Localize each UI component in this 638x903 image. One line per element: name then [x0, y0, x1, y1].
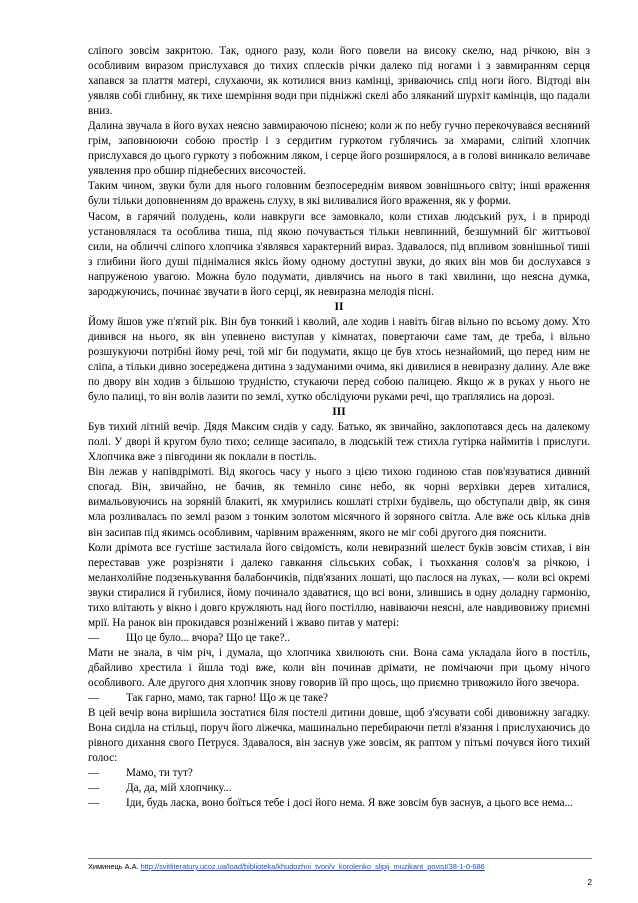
- paragraph: Коли дрімота все густіше застилала його свідомість, коли невиразний шелест буків зовсім стихав, і він переставав уже розрізняти і далеко гавкання сільських собак, і тьохкання солов'я за річкою, і меланхолійне подзенькування балабончиків, підв'язаних лошаті, що паслося на луках, — коли всі окремі звуки стиралися й губилися, йому починало здаватися, що всі вони, злившись в одну доладну гармонію, тихо влітають у вікно і довго кружляють над його постіллю, навіваючи неясні, але навдивовижу приємні мрії. На ранок він прокидався розніжений і жваво питав у матері:: [88, 541, 590, 629]
- section-heading-3: III: [332, 406, 346, 419]
- dialog-dash: —: [88, 631, 100, 644]
- dialog-dash: —: [88, 692, 100, 705]
- dialog-line: [88, 691, 590, 706]
- source-link[interactable]: http://svitliteratury.ucoz.ua/load/biblioteka/khudozhni_tvori/v_korolenko_slipij_muzikant_povist/38-1-0-686: [140, 862, 485, 871]
- paragraph: Він лежав у напівдрімоті. Від якогось часу у нього з цією тихою годиною став пов'язуватися дивний спогад. Він, звичайно, не бачив, як темніло синє небо, як чорні верхівки дерев хиталися, вимальовуючись на зоряній блакиті, як хмурились кошлаті стріхи будівель, що обступали двір, як синя мла розливалась по землі разом з тонким золотом місячного й зоряного світла. Але вже ось кілька днів він засипав під якимсь особливим, чарівним враженням, якого не міг собі другого дня пояснити.: [88, 466, 590, 539]
- dialog-line: [88, 766, 590, 781]
- dialog-text: Мамо, ти тут?: [126, 767, 193, 780]
- page-number: 2: [587, 878, 592, 887]
- paragraph: Йому йшов уже п'ятий рік. Він був тонкий і кволий, але ходив і навіть бігав вільно по всьому дому. Хто дивився на нього, як він упевнено виступав у кімнатах, повертаючи саме там, де треба, і вільно розшукуючи потрібні йому речі, той міг би подумати, якщо це був хтось незнайомий, що перед ним не сліпа, а тільки дивно зосереджена дитина з задуманими очима, які дивилися в невиразну далину. Але вже по двору він ходив з більшою трудністю, стукаючи перед собою палицею. Якщо ж в руках у нього не було палиці, то він волів лазити по землі, хутко обслідуючи руками речі, що траплялись на дорозі.: [88, 315, 591, 404]
- dialog-text: Так гарно, мамо, так гарно! Що ж це таке?: [126, 692, 328, 705]
- paragraph: В цей вечір вона вирішила зостатися біля постелі дитини довше, щоб з'ясувати собі дивовижну загадку. Вона сиділа на стільці, поруч його ліжечка, машинально перебираючи петлі в'язання і прислухаючись до рівного дихання свого Петруся. Здавалося, він заснув уже зовсім, як раптом у пітьмі почувся його тихий голос:: [88, 707, 590, 765]
- dialog-dash: —: [88, 767, 100, 780]
- dialog-text: Да, да, мій хлопчику...: [126, 782, 232, 795]
- page-footer: [88, 858, 592, 872]
- paragraph: Часом, в гарячий полудень, коли навкруги все замовкало, коли стихав людський рух, і в природі установлялася та особлива тиша, під якою почувається тільки невпинний, безшумний біг життьової сили, на обличчі сліпого хлопчика з'являвся характерний вираз. Здавалося, під впливом зовнішньої тиші з глибини його душі піднімалися якісь йому одному доступні звуки, до яких він мов би дослухався з напруженою увагою. Можна було подумати, дивлячись на нього в такі хвилини, що неясна думка, зароджуючись, починає звучати в його серці, як невиразна мелодія пісні.: [88, 210, 590, 298]
- paragraph: Далина звучала в його вухах неясно завмираючою піснею; коли ж по небу гучно перекочувався весняний грім, заповнюючи собою простір і з сердитим гуркотом гублячись за хмарами, сліпий хлопчик прислухався до цього гуркоту з побожним ляком, і серце його розширялося, а в голові виникало величаве уявлення про обшир піднебесних височостей.: [88, 120, 590, 178]
- dialog-dash: —: [88, 797, 100, 810]
- dialog-line: [88, 796, 590, 811]
- dialog-dash: —: [88, 782, 100, 795]
- paragraph: Був тихий літній вечір. Дядя Максим сидів у саду. Батько, як звичайно, заклопотався десь на далекому полі. У дворі й кругом було тихо; селище засипало, в людській теж стихла гутірка наймитів і прислуги. Хлопчика вже з півгодини як поклали в постіль.: [88, 421, 590, 464]
- dialog-line: [88, 781, 590, 796]
- footer-author: Химинець А.А.: [88, 862, 139, 871]
- paragraph: сліпого зовсім закритою. Так, одного разу, коли його повели на високу скелю, над річкою, він з особливим виразом прислухався до тихих сплесків річки далеко під ногами і з завмиранням серця хапався за плаття матері, слухаючи, як котилися вниз камінці, зриваючись спід ноги його. Відтоді він уявляв собі глибину, як тихе шемріння води при підніжжі скелі або зляканий шурхіт камінців, що падали вниз.: [88, 45, 590, 118]
- dialog-text: Що це було... вчора? Що це таке?..: [126, 631, 290, 644]
- section-heading-2: II: [334, 300, 344, 313]
- dialog-text: Іди, будь ласка, воно боїться тебе і досі його нема. Я вже зовсім був заснув, а цього все нема...: [126, 797, 573, 810]
- paragraph: Мати не знала, в чім річ, і думала, що хлопчика хвилюють сни. Вона сама укладала його в постіль, дбайливо хрестила і йшла тоді вже, коли він починав дрімати, не помічаючи при цьому нічого особливого. Але другого дня хлопчик знову говорив їй про щось, що приємно тривожило його звечора.: [88, 646, 590, 689]
- document-body: [88, 44, 590, 811]
- dialog-line: [88, 631, 590, 646]
- paragraph: Таким чином, звуки були для нього головним безпосереднім виявом зовнішнього світу; інші враження були тільки доповненням до вражень слуху, в які виливалися його враження, як у форми.: [88, 180, 590, 208]
